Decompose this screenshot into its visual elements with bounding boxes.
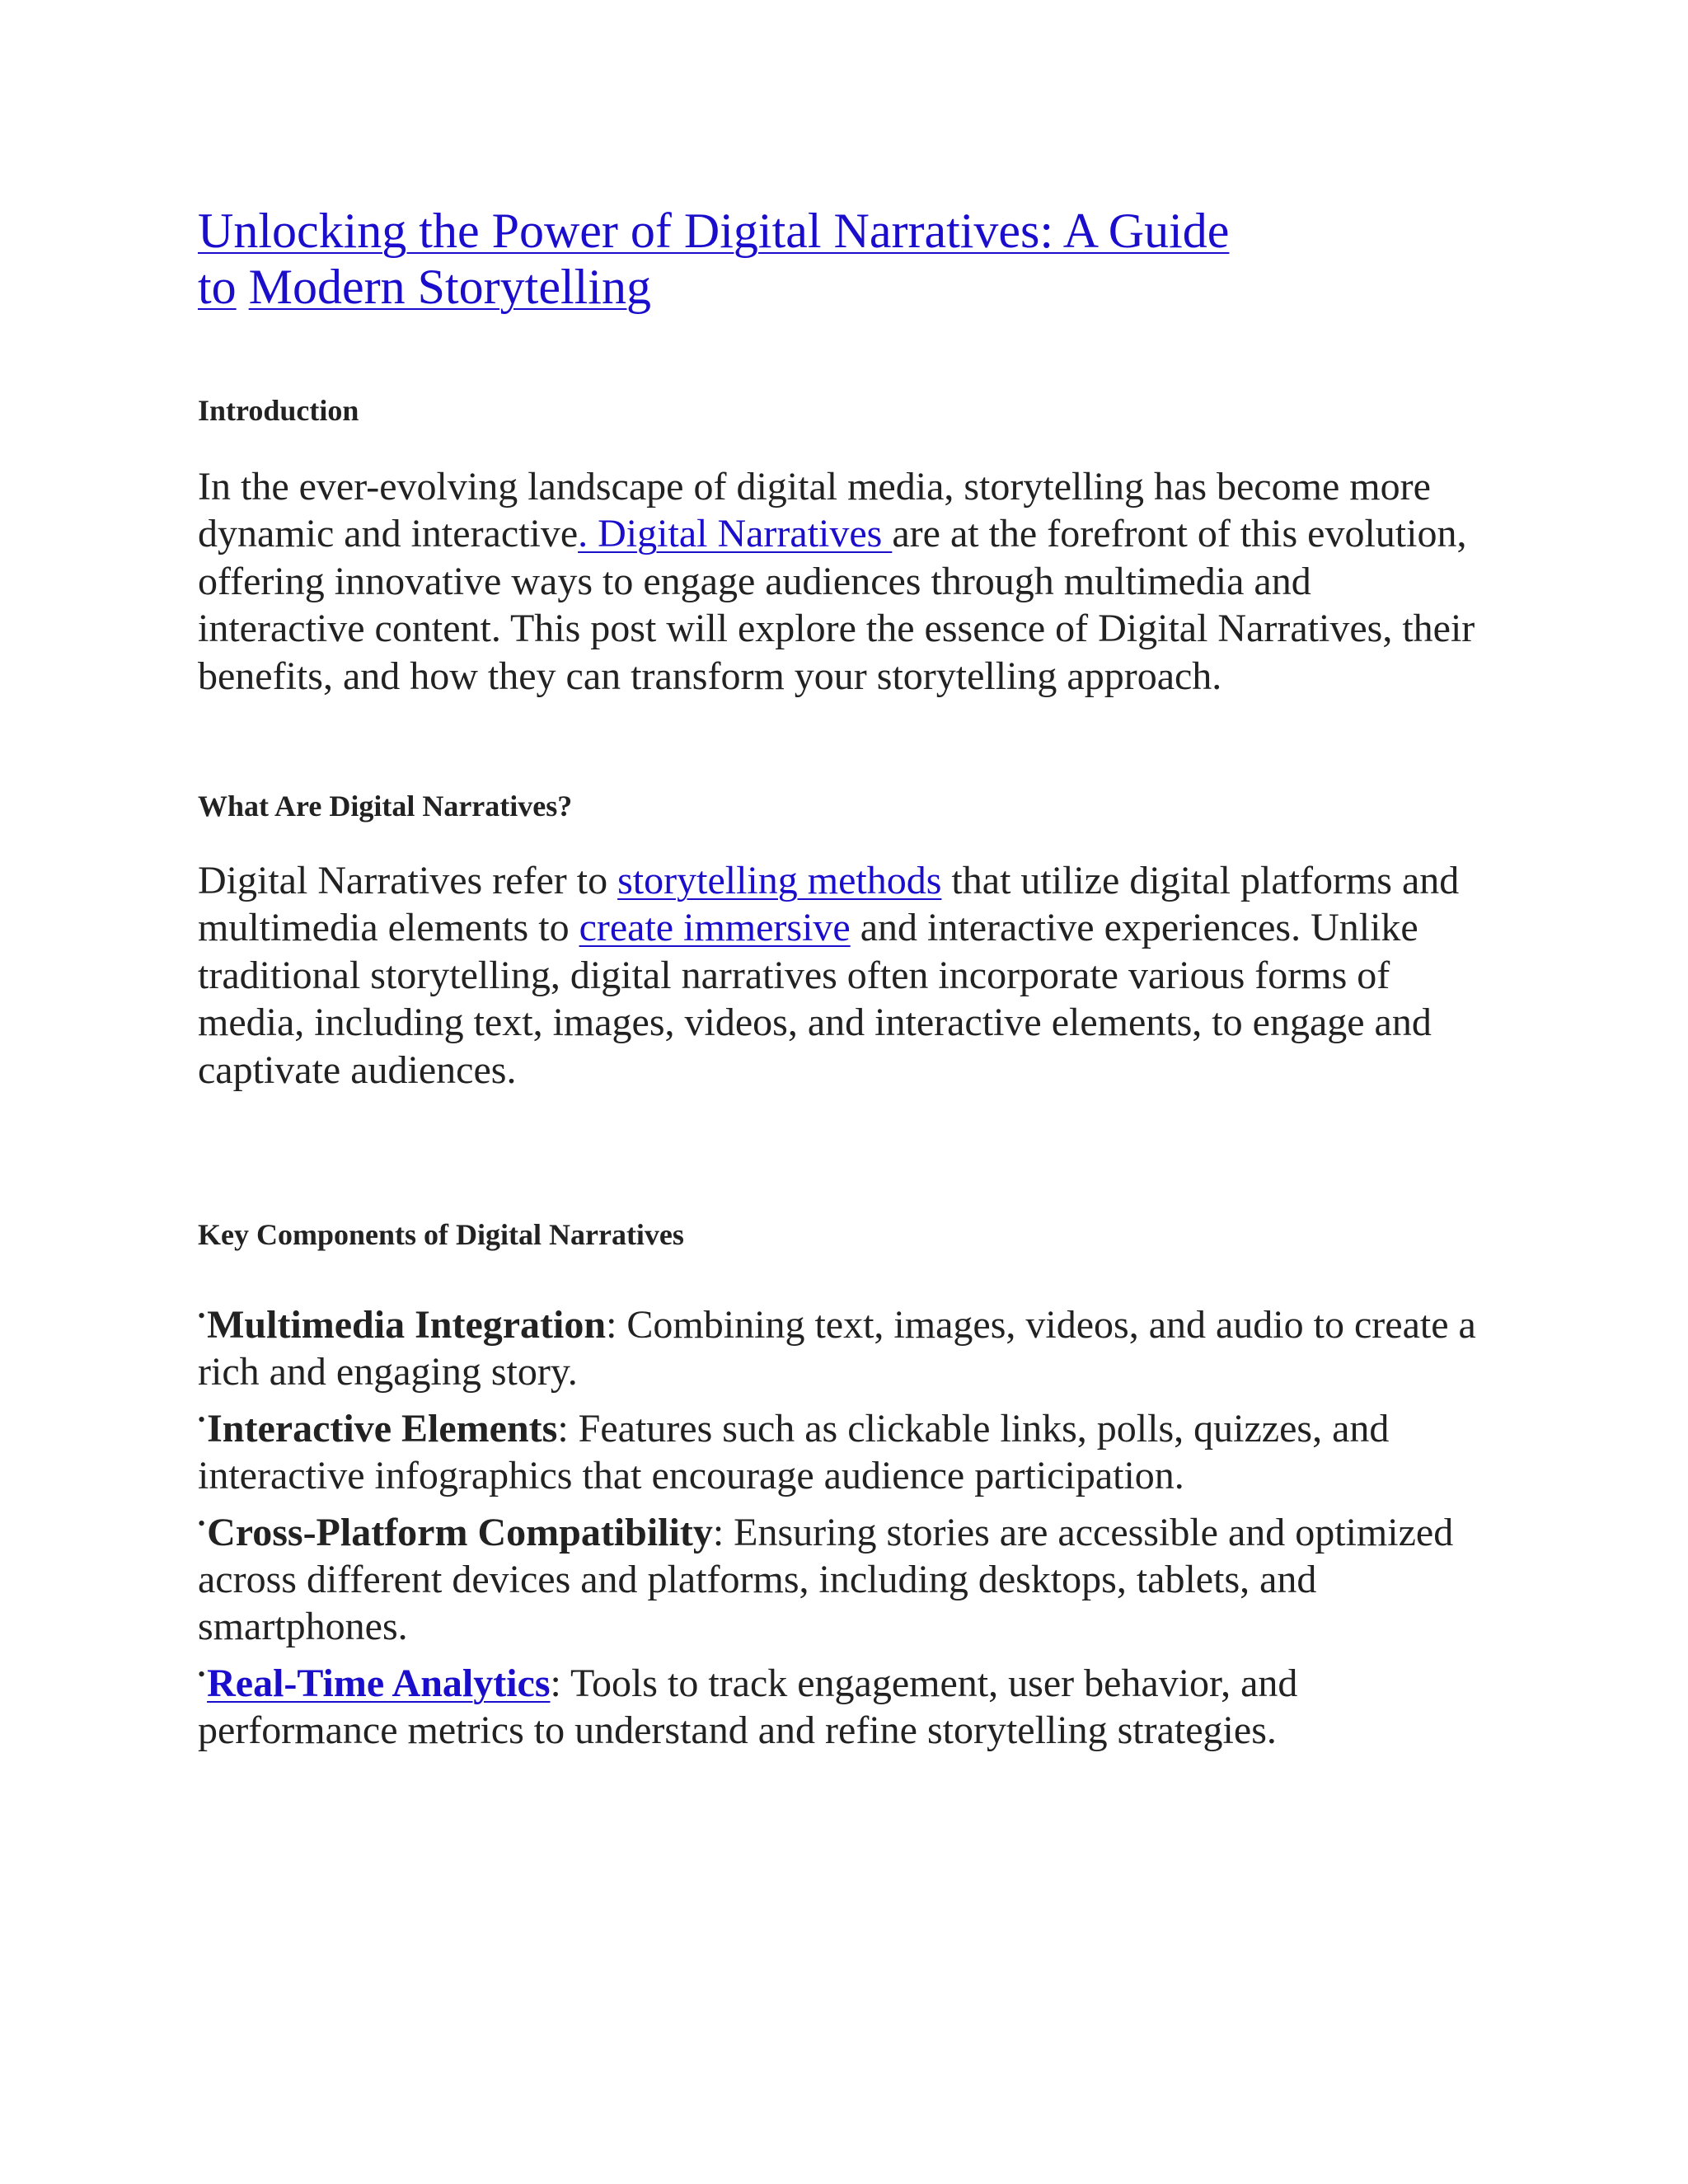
title-link[interactable]: Unlocking the Power of Digital Narratives: A Guide [198,204,1230,258]
what-text-1: Digital Narratives refer to [198,859,618,902]
list-item-term: Multimedia Integration [207,1303,607,1347]
title-link-to[interactable]: to [198,260,237,314]
bullet-icon: • [198,1407,206,1432]
intro-text-2: are at the forefront of this evolution, offering innovative ways to engage audiences through multimedia and interactive content. This post will explore the essence of Digital Narratives, their benefits, and how they can transform your storytelling approach. [198,512,1475,698]
list-item-desc: : Features such as clickable links, polls, quizzes, and interactive infographics that encourage audience participation. [198,1406,1390,1498]
key-components-list [198,1292,1484,1755]
list-item-term: Real-Time Analytics [207,1661,551,1705]
list-item [198,1651,1484,1755]
what-text-2: that utilize digital platforms and multimedia elements to [198,859,1460,950]
introduction-paragraph [198,463,1484,700]
list-item-desc: : Ensuring stories are accessible and optimized across different devices and platforms, including desktops, tablets, and smartphones. [198,1510,1454,1649]
real-time-analytics-link[interactable] [207,1661,550,1705]
create-immersive-link[interactable]: create immersive [579,906,851,950]
intro-text-1: In the ever-evolving landscape of digital media, storytelling has become more dynamic and interactive [198,465,1431,556]
bullet-icon: • [198,1511,206,1535]
list-item-desc: : Tools to track engagement, user behavior, and performance metrics to understand and refine storytelling strategies. [198,1661,1298,1753]
introduction-heading: Introduction [198,394,359,427]
what-text-3: and interactive experiences. Unlike traditional storytelling, digital narratives often incorporate various forms of media, including text, images, videos, and interactive elements, to engage and captivate audiences. [198,906,1432,1092]
list-item-term: Cross-Platform Compatibility [207,1510,713,1554]
bullet-icon: • [198,1661,206,1686]
bullet-icon: • [198,1304,206,1328]
list-item [198,1396,1484,1500]
what-are-heading: What Are Digital Narratives? [198,790,573,823]
key-components-heading: Key Components of Digital Narratives [198,1218,684,1251]
digital-narratives-link[interactable]: . Digital Narratives [578,512,893,556]
list-item [198,1500,1484,1651]
storytelling-methods-link[interactable]: storytelling methods [617,859,942,902]
title-link-modern-storytelling[interactable]: Modern Storytelling [248,260,651,314]
page-title [198,203,1434,315]
list-item [198,1292,1484,1396]
list-item-term: Interactive Elements [207,1406,558,1451]
list-item-desc: : Combining text, images, videos, and audio to create a rich and engaging story. [198,1303,1476,1394]
what-are-paragraph [198,857,1484,1094]
